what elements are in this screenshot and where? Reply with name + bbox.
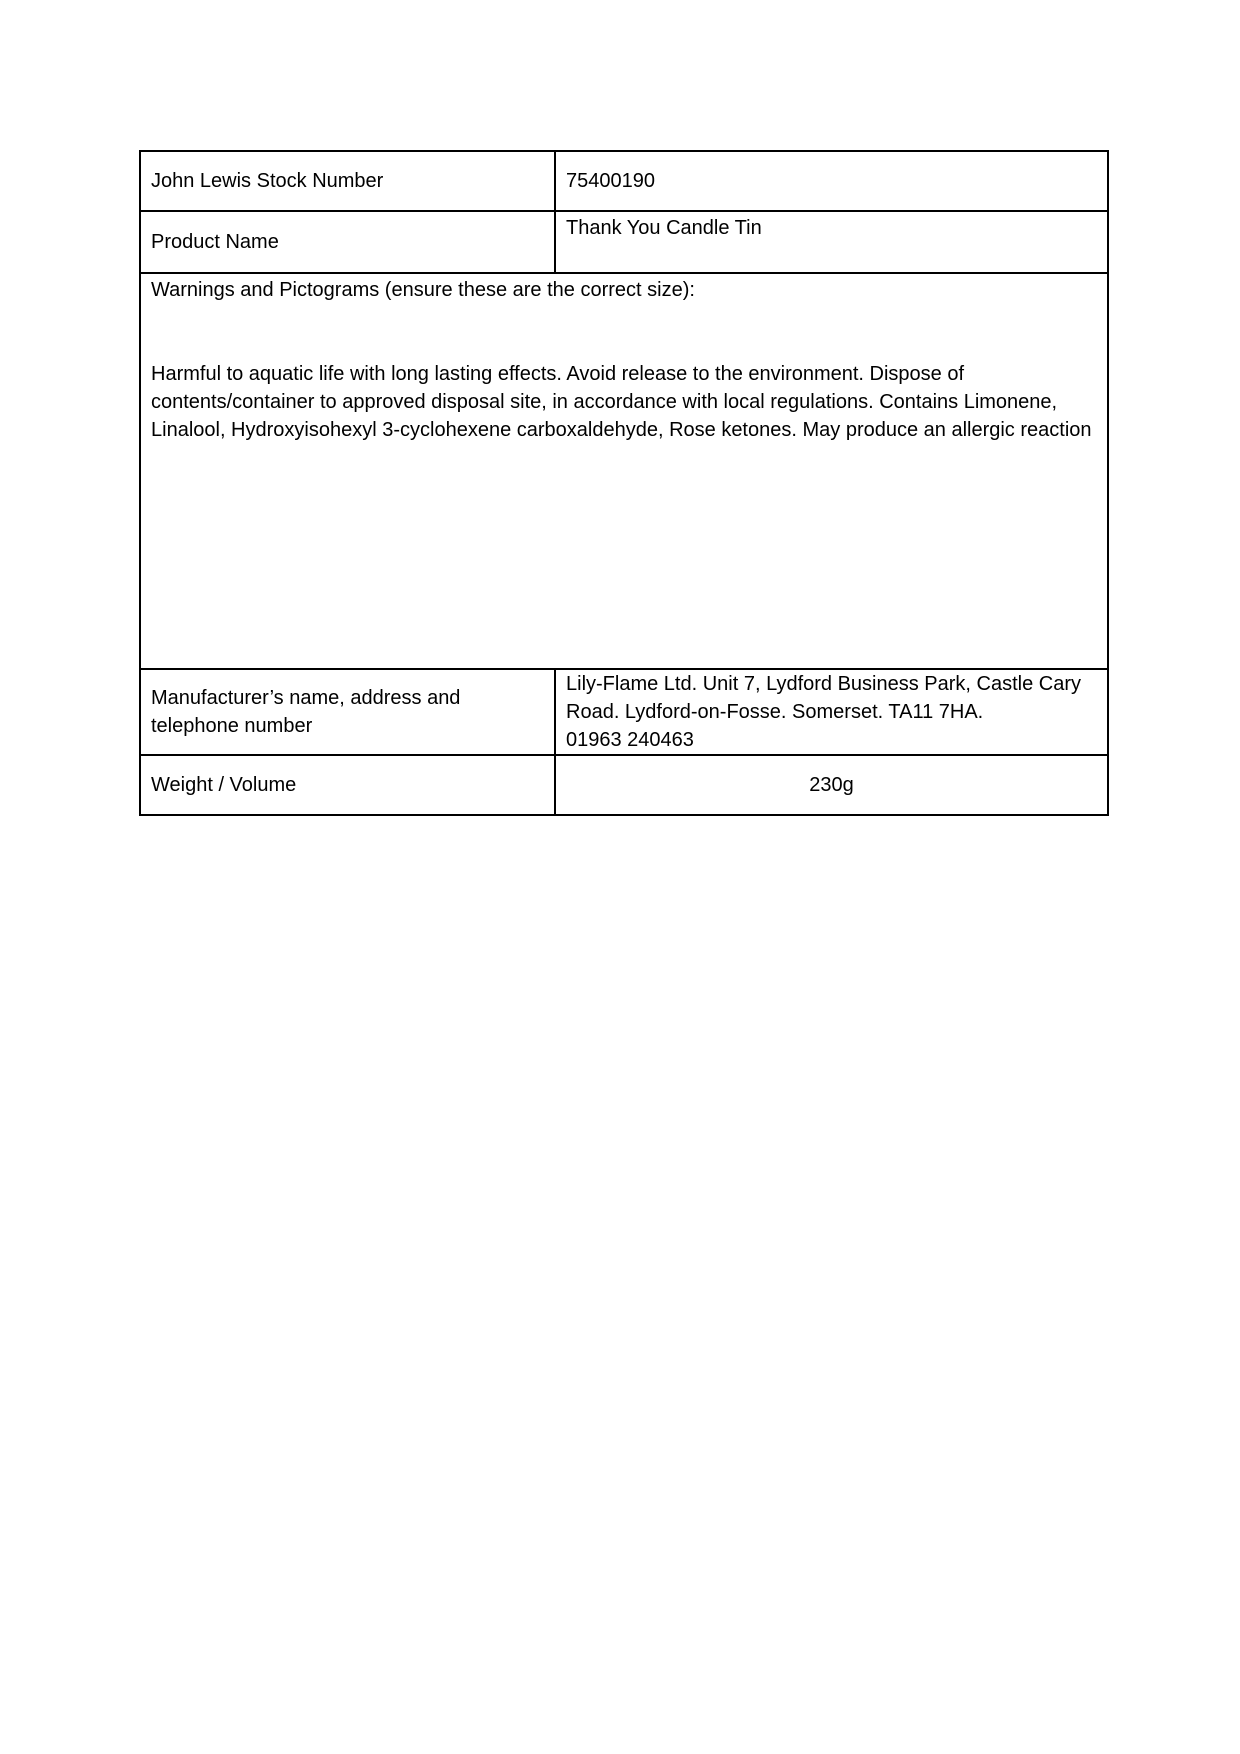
weight-label: Weight / Volume [140, 755, 555, 815]
product-name-label: Product Name [140, 211, 555, 273]
manufacturer-phone: 01963 240463 [566, 729, 694, 751]
warnings-text: Harmful to aquatic life with long lasting effects. Avoid release to the environment. Dispose of contents/container to approved disposal site, in accordance with local regulations. Contains Limonene, Linalool, Hydroxyisohexyl 3-cyclohexene carboxaldehyde, Rose ketones. May produce an allergic reaction [151, 363, 1092, 441]
manufacturer-value [555, 669, 1108, 755]
manufacturer-address: Lily-Flame Ltd. Unit 7, Lydford Business Park, Castle Cary Road. Lydford-on-Fosse. Somerset. TA11 7HA. [566, 673, 1082, 723]
warnings-heading: Warnings and Pictograms (ensure these are the correct size): [151, 279, 695, 301]
product-info-table [139, 150, 1109, 816]
warnings-cell [140, 273, 1108, 669]
table-row-weight [140, 755, 1108, 815]
pictogram-area [151, 304, 1097, 360]
table-row-stock-number [140, 151, 1108, 211]
table-row-warnings [140, 273, 1108, 669]
table-row-manufacturer [140, 669, 1108, 755]
stock-number-value: 75400190 [555, 151, 1108, 211]
stock-number-label: John Lewis Stock Number [140, 151, 555, 211]
product-name-value: Thank You Candle Tin [555, 211, 1108, 273]
weight-value: 230g [555, 755, 1108, 815]
manufacturer-label: Manufacturer’s name, address and telephone number [140, 669, 555, 755]
table-row-product-name [140, 211, 1108, 273]
